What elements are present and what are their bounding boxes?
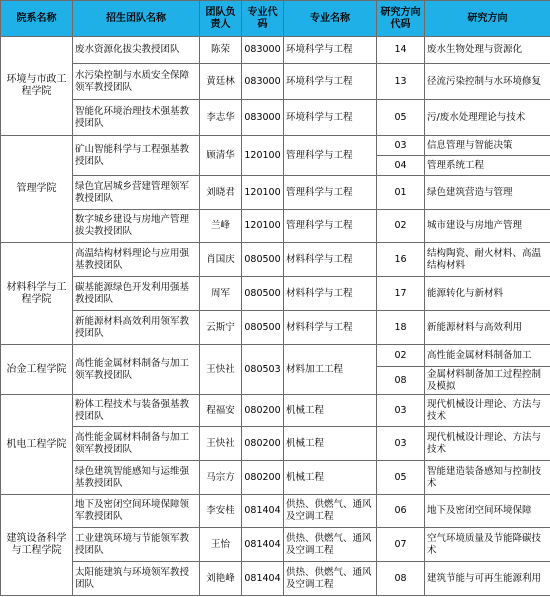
major-code-cell: 081404 <box>242 528 284 562</box>
direction-name-cell: 新能源材料与高效利用 <box>425 311 550 345</box>
direction-name-cell: 污/废水处理理论与技术 <box>425 100 550 136</box>
table-row <box>1 243 550 277</box>
table-row <box>1 311 550 345</box>
team-name-cell: 高性能金属材料制备与加工领军教授团队 <box>73 427 200 461</box>
direction-name-cell: 管理系统工程 <box>425 156 550 176</box>
major-code-cell: 080200 <box>242 395 284 427</box>
major-code-cell: 080200 <box>242 461 284 495</box>
leader-cell: 李志华 <box>200 100 242 136</box>
leader-cell: 周军 <box>200 277 242 311</box>
header-leader: 团队负责人 <box>200 1 242 37</box>
header-dir-code: 研究方向代码 <box>377 1 425 37</box>
team-name-cell: 数字城乡建设与房地产管理拔尖教授团队 <box>73 210 200 243</box>
school-cell: 冶金工程学院 <box>1 345 73 395</box>
header-direction: 研究方向 <box>425 1 550 37</box>
table-row <box>1 395 550 427</box>
team-name-cell: 地下及密闭空间环境保障领军教授团队 <box>73 495 200 528</box>
table-row <box>1 37 550 64</box>
leader-cell: 程福安 <box>200 395 242 427</box>
team-name-cell: 太阳能建筑与环境领军教授团队 <box>73 562 200 596</box>
direction-code-cell: 08 <box>377 562 425 596</box>
direction-name-cell: 废水生物处理与资源化 <box>425 37 550 64</box>
direction-code-cell: 03 <box>377 136 425 156</box>
leader-cell: 兰峰 <box>200 210 242 243</box>
leader-cell: 李安桂 <box>200 495 242 528</box>
major-name-cell: 供热、供燃气、通风及空调工程 <box>284 528 377 562</box>
major-code-cell: 120100 <box>242 176 284 210</box>
major-code-cell: 083000 <box>242 100 284 136</box>
major-code-cell: 080200 <box>242 427 284 461</box>
direction-code-cell: 16 <box>377 243 425 277</box>
team-name-cell: 废水资源化拔尖教授团队 <box>73 37 200 64</box>
major-name-cell: 环境科学与工程 <box>284 37 377 64</box>
direction-code-cell: 06 <box>377 495 425 528</box>
table-row <box>1 64 550 100</box>
direction-code-cell: 05 <box>377 461 425 495</box>
direction-name-cell: 高性能金属材料制备加工 <box>425 345 550 367</box>
team-name-cell: 矿山智能科学与工程强基教授团队 <box>73 136 200 176</box>
major-name-cell: 机械工程 <box>284 427 377 461</box>
major-code-cell: 083000 <box>242 64 284 100</box>
table-row <box>1 210 550 243</box>
direction-name-cell: 建筑节能与可再生能源利用 <box>425 562 550 596</box>
school-cell: 建筑设备科学与工程学院 <box>1 495 73 596</box>
major-name-cell: 管理科学与工程 <box>284 210 377 243</box>
major-name-cell: 材料加工工程 <box>284 345 377 395</box>
leader-cell: 王快社 <box>200 345 242 395</box>
leader-cell: 黄廷林 <box>200 64 242 100</box>
direction-name-cell: 能源转化与新材料 <box>425 277 550 311</box>
table-body <box>1 37 550 596</box>
leader-cell: 刘艳峰 <box>200 562 242 596</box>
major-name-cell: 供热、供燃气、通风及空调工程 <box>284 562 377 596</box>
team-name-cell: 水污染控制与水质安全保障领军教授团队 <box>73 64 200 100</box>
direction-name-cell: 绿色建筑营造与管理 <box>425 176 550 210</box>
table-row <box>1 176 550 210</box>
major-code-cell: 080500 <box>242 311 284 345</box>
team-name-cell: 高温结构材料理论与应用强基教授团队 <box>73 243 200 277</box>
table-row <box>1 345 550 367</box>
major-code-cell: 081404 <box>242 495 284 528</box>
leader-cell: 肖国庆 <box>200 243 242 277</box>
leader-cell: 顾清华 <box>200 136 242 176</box>
major-name-cell: 机械工程 <box>284 395 377 427</box>
direction-name-cell: 地下及密闭空间环境保障 <box>425 495 550 528</box>
school-cell: 机电工程学院 <box>1 395 73 495</box>
major-name-cell: 机械工程 <box>284 461 377 495</box>
table-row <box>1 277 550 311</box>
team-name-cell: 绿色宜居城乡营建管理领军教授团队 <box>73 176 200 210</box>
major-code-cell: 120100 <box>242 136 284 176</box>
major-name-cell: 管理科学与工程 <box>284 136 377 176</box>
direction-name-cell: 空气环境质量及节能降碳技术 <box>425 528 550 562</box>
table-row <box>1 427 550 461</box>
table-row <box>1 562 550 596</box>
table-row <box>1 495 550 528</box>
major-code-cell: 120100 <box>242 210 284 243</box>
major-name-cell: 材料科学与工程 <box>284 311 377 345</box>
leader-cell: 刘晓君 <box>200 176 242 210</box>
table-row <box>1 461 550 495</box>
major-code-cell: 080500 <box>242 277 284 311</box>
team-name-cell: 绿色建筑智能感知与运维强基教授团队 <box>73 461 200 495</box>
leader-cell: 云斯宁 <box>200 311 242 345</box>
leader-cell: 王怡 <box>200 528 242 562</box>
major-code-cell: 080500 <box>242 243 284 277</box>
direction-code-cell: 13 <box>377 64 425 100</box>
direction-code-cell: 18 <box>377 311 425 345</box>
direction-name-cell: 信息管理与智能决策 <box>425 136 550 156</box>
header-row <box>1 1 550 37</box>
direction-code-cell: 04 <box>377 156 425 176</box>
direction-name-cell: 智能建造装备感知与控制技术 <box>425 461 550 495</box>
table-row <box>1 100 550 136</box>
team-name-cell: 高性能金属材料制备与加工领军教授团队 <box>73 345 200 395</box>
major-name-cell: 材料科学与工程 <box>284 277 377 311</box>
direction-name-cell: 结构陶瓷、耐火材料、高温结构材料 <box>425 243 550 277</box>
team-name-cell: 粉体工程技术与装备强基教授团队 <box>73 395 200 427</box>
table-row <box>1 528 550 562</box>
major-code-cell: 083000 <box>242 37 284 64</box>
direction-code-cell: 03 <box>377 427 425 461</box>
direction-code-cell: 03 <box>377 395 425 427</box>
major-code-cell: 080503 <box>242 345 284 395</box>
school-cell: 管理学院 <box>1 136 73 243</box>
school-cell: 材料科学与工程学院 <box>1 243 73 345</box>
direction-name-cell: 现代机械设计理论、方法与技术 <box>425 427 550 461</box>
direction-code-cell: 05 <box>377 100 425 136</box>
major-code-cell: 081404 <box>242 562 284 596</box>
major-name-cell: 环境科学与工程 <box>284 64 377 100</box>
team-name-cell: 新能源材料高效利用领军教授团队 <box>73 311 200 345</box>
team-name-cell: 碳基能源绿色开发利用强基教授团队 <box>73 277 200 311</box>
leader-cell: 陈荣 <box>200 37 242 64</box>
leader-cell: 马宗方 <box>200 461 242 495</box>
direction-code-cell: 02 <box>377 210 425 243</box>
direction-code-cell: 17 <box>377 277 425 311</box>
major-name-cell: 环境科学与工程 <box>284 100 377 136</box>
direction-code-cell: 14 <box>377 37 425 64</box>
major-name-cell: 供热、供燃气、通风及空调工程 <box>284 495 377 528</box>
team-name-cell: 智能化环境治理技术强基教授团队 <box>73 100 200 136</box>
school-cell: 环境与市政工程学院 <box>1 37 73 136</box>
direction-code-cell: 02 <box>377 345 425 367</box>
header-school: 院系名称 <box>1 1 73 37</box>
team-name-cell: 工业建筑环境与节能领军教授团队 <box>73 528 200 562</box>
major-name-cell: 管理科学与工程 <box>284 176 377 210</box>
direction-code-cell: 07 <box>377 528 425 562</box>
direction-name-cell: 城市建设与房地产管理 <box>425 210 550 243</box>
major-name-cell: 材料科学与工程 <box>284 243 377 277</box>
leader-cell: 王快社 <box>200 427 242 461</box>
direction-code-cell: 01 <box>377 176 425 210</box>
header-code: 专业代码 <box>242 1 284 37</box>
header-team: 招生团队名称 <box>73 1 200 37</box>
header-major: 专业名称 <box>284 1 377 37</box>
direction-name-cell: 金属材料制备加工过程控制及模拟 <box>425 367 550 395</box>
direction-name-cell: 径流污染控制与水环境修复 <box>425 64 550 100</box>
direction-code-cell: 08 <box>377 367 425 395</box>
table-row <box>1 136 550 156</box>
direction-name-cell: 现代机械设计理论、方法与技术 <box>425 395 550 427</box>
